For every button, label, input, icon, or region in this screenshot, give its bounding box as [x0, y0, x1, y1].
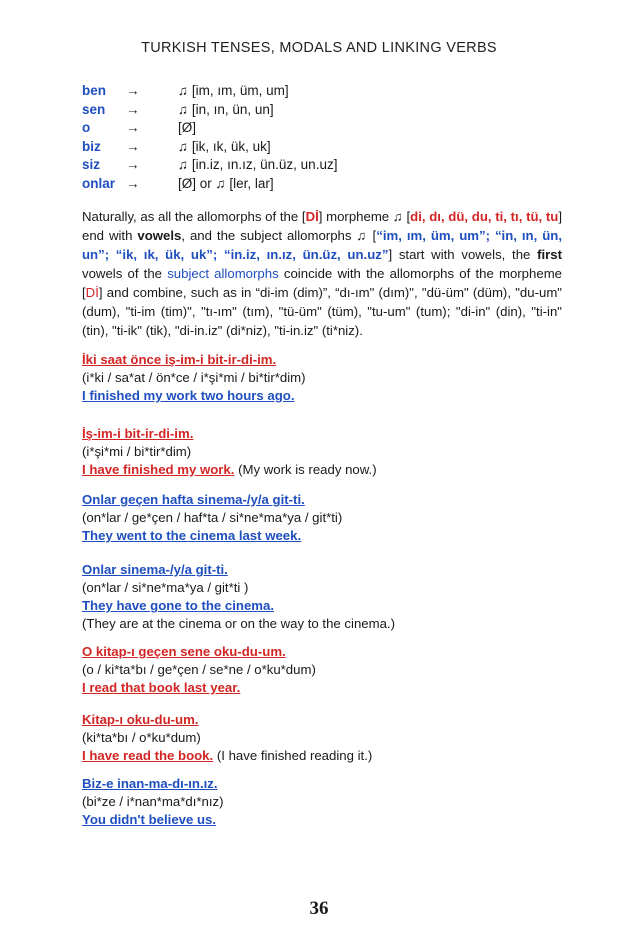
- example-block: [82, 643, 562, 697]
- pronoun: sen: [82, 101, 106, 117]
- suffix-allomorphs: [Ø]: [178, 120, 197, 136]
- turkish-sentence: İş-im-i bit-ir-di-im.: [82, 426, 194, 441]
- paragraph-text: coincide with the allomorphs of the morpheme [: [82, 266, 563, 300]
- emphasis-text: vowels: [137, 228, 182, 243]
- syllable-breakdown: (on*lar / si*ne*ma*ya / git*ti ): [82, 580, 249, 595]
- pronoun-row: [82, 138, 337, 157]
- paragraph-text: Naturally, as all the allomorphs of the [: [82, 209, 306, 224]
- suffix-allomorphs: ♫ [in, ın, ün, un]: [178, 101, 274, 117]
- pronoun-row: [82, 101, 337, 120]
- english-translation: I have finished my work.: [82, 462, 235, 477]
- english-translation: You didn't believe us.: [82, 812, 217, 827]
- suffix-allomorphs: [Ø] or ♫ [ler, lar]: [178, 175, 274, 191]
- explanation-paragraph: [82, 207, 562, 340]
- translation-note: (My work is ready now.): [234, 462, 377, 477]
- subject-allomorphs: “im, ım, üm, um”; “in, ın, ün, un”; “ik, ık, ük, uk”; “in.iz, ın.ız, ün.üz, un.uz”: [82, 228, 562, 262]
- page-number: 36: [309, 898, 329, 919]
- turkish-sentence: Kitap-ı oku-du-um.: [82, 712, 199, 727]
- tense-allomorphs: di, dı, dü, du, ti, tı, tü, tu: [410, 209, 559, 224]
- morpheme-label: Dİ: [85, 285, 99, 300]
- suffix-allomorphs: ♫ [in.iz, ın.ız, ün.üz, un.uz]: [178, 157, 338, 173]
- syllable-breakdown: (o / ki*ta*bı / ge*çen / se*ne / o*ku*dum): [82, 662, 316, 677]
- paragraph-text: ] end with: [82, 209, 563, 243]
- turkish-sentence: Onlar geçen hafta sinema-/y/a git-ti.: [82, 492, 305, 507]
- subject-allomorphs-term: subject allomorphs: [167, 266, 279, 281]
- suffix-allomorphs: ♫ [ik, ık, ük, uk]: [178, 138, 271, 154]
- syllable-breakdown: (i*şi*mi / bi*tir*dim): [82, 444, 192, 459]
- emphasis-text: first: [537, 247, 562, 262]
- turkish-sentence: O kitap-ı geçen sene oku-du-um.: [82, 644, 286, 659]
- translation-note: (They are at the cinema or on the way to the cinema.): [82, 616, 395, 631]
- paragraph-text: ] start with vowels, the: [388, 247, 538, 262]
- example-block: [82, 425, 562, 479]
- turkish-sentence: Biz-e inan-ma-dı-ın.ız.: [82, 776, 218, 791]
- pronoun: o: [82, 120, 91, 136]
- english-translation: They went to the cinema last week.: [82, 528, 302, 543]
- example-block: [82, 711, 562, 765]
- syllable-breakdown: (on*lar / ge*çen / haf*ta / si*ne*ma*ya / git*ti): [82, 510, 343, 525]
- pronoun-row: [82, 119, 337, 138]
- pronoun-row: [82, 156, 337, 175]
- syllable-breakdown: (i*ki / sa*at / ön*ce / i*şi*mi / bi*tir*dim): [82, 370, 306, 385]
- arrow-icon: →: [126, 120, 140, 136]
- example-block: [82, 491, 562, 545]
- pronoun-row: [82, 82, 337, 101]
- arrow-icon: →: [126, 175, 140, 191]
- syllable-breakdown: (bi*ze / i*nan*ma*dı*nız): [82, 794, 224, 809]
- translation-note: (I have finished reading it.): [213, 748, 373, 763]
- arrow-icon: →: [126, 138, 140, 154]
- page-header: TURKISH TENSES, MODALS AND LINKING VERBS: [141, 40, 497, 56]
- syllable-breakdown: (ki*ta*bı / o*ku*dum): [82, 730, 201, 745]
- paragraph-text: vowels of the: [82, 266, 168, 281]
- english-translation: I have read the book.: [82, 748, 214, 763]
- turkish-sentence: Onlar sinema-/y/a git-ti.: [82, 562, 228, 577]
- english-translation: I read that book last year.: [82, 680, 241, 695]
- pronoun: biz: [82, 138, 101, 154]
- example-block: [82, 351, 562, 405]
- suffix-allomorphs: ♫ [im, ım, üm, um]: [178, 83, 289, 98]
- pronoun-suffix-table: [82, 82, 337, 194]
- arrow-icon: →: [126, 83, 140, 98]
- pronoun: ben: [82, 83, 107, 98]
- pronoun: onlar: [82, 175, 116, 191]
- paragraph-text: ] morpheme ♫ [: [318, 209, 411, 224]
- example-block: [82, 561, 562, 633]
- english-translation: They have gone to the cinema.: [82, 598, 274, 613]
- arrow-icon: →: [126, 101, 140, 117]
- pronoun-row: [82, 175, 337, 194]
- combination-examples: ] and combine, such as in “di-im (dim)”, “dı-ım" (dım)", "dü-üm" (düm), "du-um" (dum), "ti-im (tim)", "tı-ım" (tım), "tü-üm" (tüm), "tu-um" (tum); "di-in" (din), "ti-in" (tin), "ti-ik" (tik), "di-in.iz" (di*niz), "ti-in.iz" (ti*niz).: [82, 285, 562, 338]
- example-block: [82, 775, 562, 829]
- paragraph-text: , and the subject allomorphs ♫ [: [181, 228, 377, 243]
- turkish-sentence: İki saat önce iş-im-i bit-ir-di-im.: [82, 352, 277, 367]
- morpheme-label: Dİ: [305, 209, 319, 224]
- english-translation: I finished my work two hours ago.: [82, 388, 295, 403]
- pronoun: siz: [82, 157, 101, 173]
- arrow-icon: →: [126, 157, 140, 173]
